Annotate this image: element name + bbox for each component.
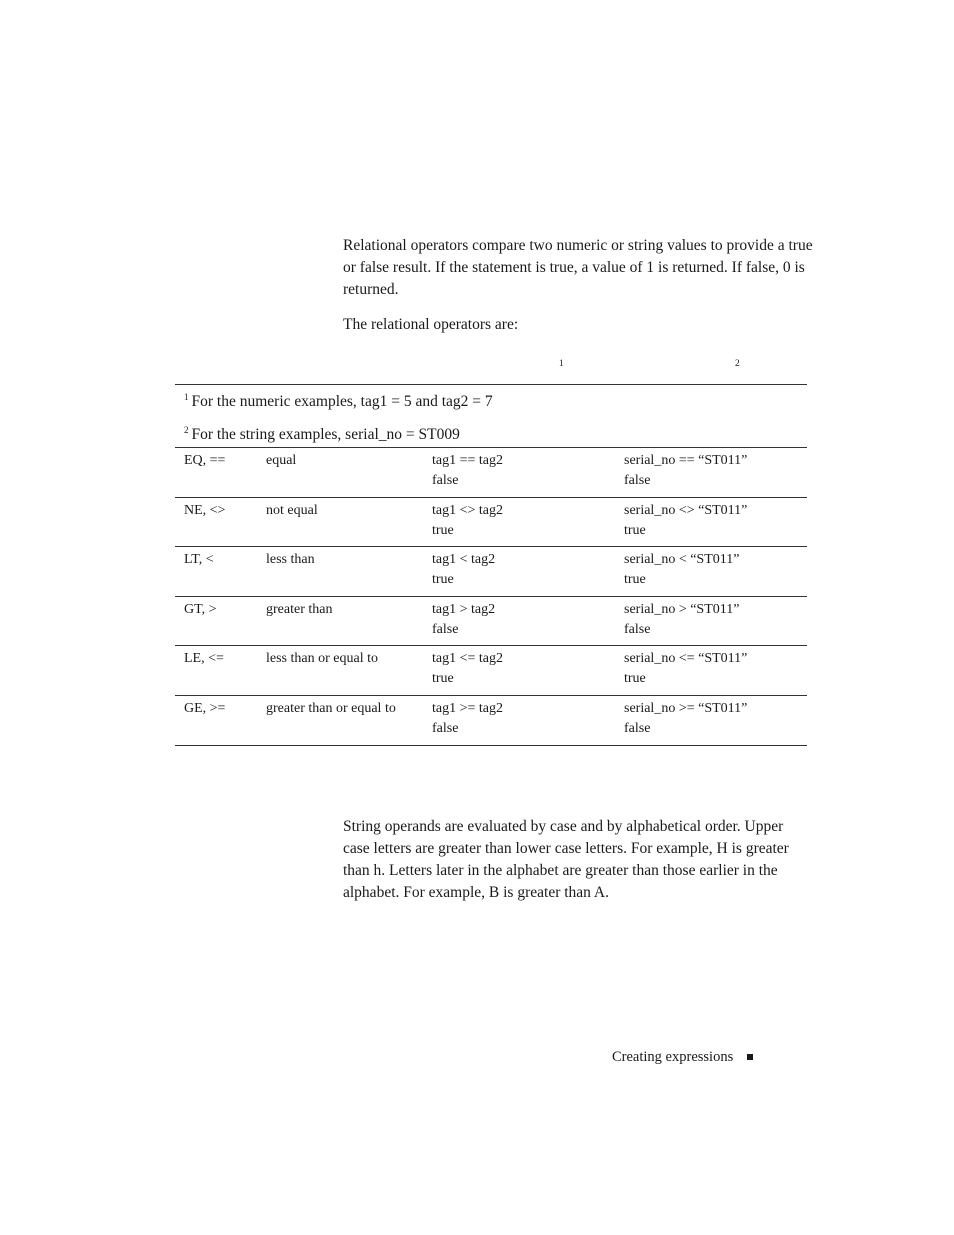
string-expression: serial_no == “ST011” bbox=[624, 453, 748, 468]
numeric-result: true bbox=[432, 522, 454, 538]
table-row bbox=[175, 596, 807, 646]
string-column-marker: 2 bbox=[735, 359, 740, 369]
string-expression: serial_no > “ST011” bbox=[624, 601, 740, 617]
description-cell: less than bbox=[266, 547, 432, 597]
string-expression: serial_no < “ST011” bbox=[624, 552, 740, 568]
footnote-numeric bbox=[184, 387, 493, 412]
string-result: true bbox=[624, 522, 646, 538]
square-bullet-icon bbox=[747, 1054, 753, 1060]
string-result: true bbox=[624, 671, 646, 687]
table-row bbox=[175, 695, 807, 745]
numeric-result: false bbox=[432, 621, 459, 637]
string-result: false bbox=[624, 473, 651, 488]
numeric-example-cell bbox=[432, 547, 624, 597]
numeric-example-cell bbox=[432, 448, 624, 498]
string-result: false bbox=[624, 621, 651, 637]
numeric-column-marker: 1 bbox=[559, 359, 564, 369]
numeric-example-cell bbox=[432, 596, 624, 646]
closing-paragraph: String operands are evaluated by case and by alphabetical order. Upper case letters are greater than lower case letters. For example, H is greater than h. Letters later in the alphabet are greater than those earlier in the alphabet. For example, B is greater than A. bbox=[343, 818, 789, 901]
string-example-cell bbox=[624, 497, 807, 547]
numeric-expression: tag1 > tag2 bbox=[432, 601, 496, 617]
string-expression: serial_no <= “ST011” bbox=[624, 651, 748, 667]
page-footer-title: Creating expressions bbox=[612, 1049, 734, 1065]
footnote-string bbox=[184, 420, 460, 445]
numeric-expression: tag1 < tag2 bbox=[432, 552, 496, 568]
numeric-result: false bbox=[432, 473, 459, 488]
footnote-text: For the numeric examples, tag1 = 5 and tag2 = 7 bbox=[191, 393, 493, 410]
string-result: true bbox=[624, 572, 646, 588]
footnote-block bbox=[175, 384, 807, 443]
description-cell: greater than bbox=[266, 596, 432, 646]
numeric-example-cell bbox=[432, 695, 624, 745]
table-row bbox=[175, 646, 807, 696]
numeric-expression: tag1 == tag2 bbox=[432, 453, 503, 468]
operator-cell: LE, <= bbox=[175, 646, 266, 696]
numeric-result: true bbox=[432, 572, 454, 588]
description-cell: equal bbox=[266, 448, 432, 498]
description-cell: less than or equal to bbox=[266, 646, 432, 696]
table-row bbox=[175, 547, 807, 597]
string-result: false bbox=[624, 720, 651, 736]
operator-cell: GT, > bbox=[175, 596, 266, 646]
table-row bbox=[175, 448, 807, 498]
intro-paragraph: Relational operators compare two numeric or string values to provide a true or false result. If the statement is true, a value of 1 is returned. If false, 0 is returned. bbox=[343, 237, 813, 298]
operator-cell: LT, < bbox=[175, 547, 266, 597]
description-cell: greater than or equal to bbox=[266, 695, 432, 745]
string-example-cell bbox=[624, 695, 807, 745]
string-expression: serial_no >= “ST011” bbox=[624, 700, 748, 716]
string-example-cell bbox=[624, 596, 807, 646]
numeric-example-cell bbox=[432, 497, 624, 547]
numeric-example-cell bbox=[432, 646, 624, 696]
table-row bbox=[175, 497, 807, 547]
operator-cell: GE, >= bbox=[175, 695, 266, 745]
numeric-expression: tag1 <= tag2 bbox=[432, 651, 503, 667]
footnote-text: For the string examples, serial_no = ST009 bbox=[191, 426, 460, 443]
numeric-result: false bbox=[432, 720, 459, 736]
string-expression: serial_no <> “ST011” bbox=[624, 502, 748, 518]
operator-cell: NE, <> bbox=[175, 497, 266, 547]
lead-paragraph: The relational operators are: bbox=[343, 316, 519, 333]
footnote-marker: 2 bbox=[184, 425, 189, 435]
footnote-marker: 1 bbox=[184, 392, 189, 402]
string-example-cell bbox=[624, 547, 807, 597]
operator-cell: EQ, == bbox=[175, 448, 266, 498]
description-cell: not equal bbox=[266, 497, 432, 547]
string-example-cell bbox=[624, 448, 807, 498]
relational-operators-table bbox=[175, 447, 807, 746]
numeric-expression: tag1 <> tag2 bbox=[432, 502, 503, 518]
numeric-expression: tag1 >= tag2 bbox=[432, 700, 503, 716]
string-example-cell bbox=[624, 646, 807, 696]
numeric-result: true bbox=[432, 671, 454, 687]
